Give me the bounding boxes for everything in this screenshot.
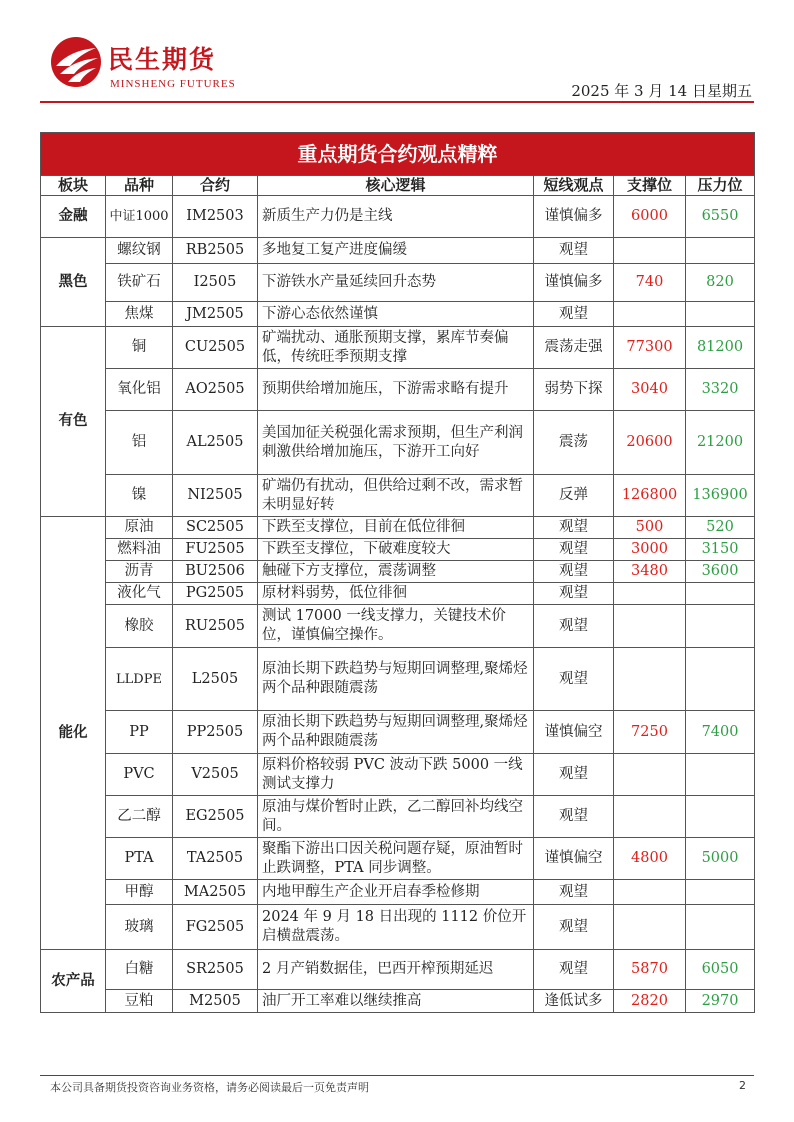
resistance-cell: 3320 [686, 369, 755, 411]
column-header-sector: 板块 [41, 176, 106, 196]
view-cell: 观望 [534, 905, 614, 950]
report-date: 2025 年 3 月 14 日星期五 [571, 82, 752, 100]
table-title-row [41, 133, 755, 176]
table-row [41, 648, 755, 711]
view-cell: 观望 [534, 302, 614, 327]
resistance-cell [686, 880, 755, 905]
variety-cell: 橡胶 [106, 605, 173, 648]
support-cell: 77300 [614, 327, 686, 369]
logic-cell: 原材料弱势，低位徘徊 [258, 583, 534, 605]
contract-cell: RB2505 [173, 238, 258, 264]
logic-cell: 美国加征关税强化需求预期，但生产利润刺激供给增加施压，下游开工向好 [258, 411, 534, 475]
page-header [42, 30, 754, 102]
variety-cell: 焦煤 [106, 302, 173, 327]
variety-cell: 玻璃 [106, 905, 173, 950]
footer-disclaimer: 本公司具备期货投资咨询业务资格，请务必阅读最后一页免责声明 [50, 1081, 369, 1094]
support-cell [614, 796, 686, 838]
contract-cell: RU2505 [173, 605, 258, 648]
viewpoint-table [40, 132, 755, 1013]
sector-cell: 黑色 [41, 238, 106, 327]
support-cell: 740 [614, 264, 686, 302]
resistance-cell: 136900 [686, 475, 755, 517]
table-row [41, 754, 755, 796]
table-row [41, 950, 755, 990]
support-cell: 2820 [614, 990, 686, 1013]
logic-cell: 原油长期下跌趋势与短期回调整理,聚烯烃两个品种跟随震荡 [258, 711, 534, 754]
contract-cell: L2505 [173, 648, 258, 711]
contract-cell: TA2505 [173, 838, 258, 880]
variety-cell: 液化气 [106, 583, 173, 605]
variety-cell: 豆粕 [106, 990, 173, 1013]
logic-cell: 油厂开工率难以继续推高 [258, 990, 534, 1013]
variety-cell: 氧化铝 [106, 369, 173, 411]
table-row [41, 475, 755, 517]
brand-name-cn: 民生期货 [108, 45, 217, 74]
support-cell [614, 583, 686, 605]
contract-cell: AO2505 [173, 369, 258, 411]
table-row [41, 264, 755, 302]
support-cell: 3000 [614, 539, 686, 561]
resistance-cell: 6050 [686, 950, 755, 990]
table-row [41, 711, 755, 754]
view-cell: 观望 [534, 796, 614, 838]
logic-cell: 新质生产力仍是主线 [258, 196, 534, 238]
brand-name-en: MINSHENG FUTURES [110, 78, 236, 90]
logic-cell: 2 月产销数据佳，巴西开榨预期延迟 [258, 950, 534, 990]
support-cell [614, 648, 686, 711]
support-cell [614, 605, 686, 648]
variety-cell: 原油 [106, 517, 173, 539]
logic-cell: 下跌至支撑位，目前在低位徘徊 [258, 517, 534, 539]
support-cell: 20600 [614, 411, 686, 475]
header-divider [40, 101, 754, 103]
resistance-cell: 21200 [686, 411, 755, 475]
contract-cell: M2505 [173, 990, 258, 1013]
contract-cell: SC2505 [173, 517, 258, 539]
contract-cell: JM2505 [173, 302, 258, 327]
sector-cell: 农产品 [41, 950, 106, 1013]
resistance-cell: 7400 [686, 711, 755, 754]
resistance-cell: 820 [686, 264, 755, 302]
variety-cell: 甲醇 [106, 880, 173, 905]
support-cell [614, 880, 686, 905]
contract-cell: IM2503 [173, 196, 258, 238]
support-cell [614, 754, 686, 796]
variety-cell: 铁矿石 [106, 264, 173, 302]
view-cell: 谨慎偏空 [534, 711, 614, 754]
contract-cell: CU2505 [173, 327, 258, 369]
view-cell: 观望 [534, 539, 614, 561]
table-title: 重点期货合约观点精粹 [41, 133, 755, 176]
column-header-support: 支撑位 [614, 176, 686, 196]
view-cell: 弱势下探 [534, 369, 614, 411]
variety-cell: 镍 [106, 475, 173, 517]
sector-cell: 能化 [41, 517, 106, 950]
variety-cell: PP [106, 711, 173, 754]
view-cell: 观望 [534, 517, 614, 539]
column-header-view: 短线观点 [534, 176, 614, 196]
view-cell: 逢低试多 [534, 990, 614, 1013]
table-row [41, 583, 755, 605]
table-row [41, 880, 755, 905]
support-cell [614, 905, 686, 950]
logic-cell: 聚酯下游出口因关税问题存疑，原油暂时止跌调整，PTA 同步调整。 [258, 838, 534, 880]
logic-cell: 触碰下方支撑位，震荡调整 [258, 561, 534, 583]
resistance-cell [686, 605, 755, 648]
sector-cell: 有色 [41, 327, 106, 517]
resistance-cell: 5000 [686, 838, 755, 880]
variety-cell: 中证1000 [106, 196, 173, 238]
contract-cell: AL2505 [173, 411, 258, 475]
contract-cell: PP2505 [173, 711, 258, 754]
support-cell [614, 302, 686, 327]
resistance-cell: 3150 [686, 539, 755, 561]
logic-cell: 矿端仍有扰动，但供给过剩不改，需求暂未明显好转 [258, 475, 534, 517]
contract-cell: BU2506 [173, 561, 258, 583]
logic-cell: 内地甲醇生产企业开启春季检修期 [258, 880, 534, 905]
variety-cell: LLDPE [106, 648, 173, 711]
table-header-row [41, 176, 755, 196]
contract-cell: NI2505 [173, 475, 258, 517]
table-row [41, 369, 755, 411]
view-cell: 谨慎偏空 [534, 838, 614, 880]
resistance-cell: 2970 [686, 990, 755, 1013]
table-row [41, 327, 755, 369]
resistance-cell: 3600 [686, 561, 755, 583]
logic-cell: 多地复工复产进度偏缓 [258, 238, 534, 264]
variety-cell: 乙二醇 [106, 796, 173, 838]
table-row [41, 905, 755, 950]
contract-cell: FG2505 [173, 905, 258, 950]
support-cell: 500 [614, 517, 686, 539]
support-cell: 7250 [614, 711, 686, 754]
contract-cell: MA2505 [173, 880, 258, 905]
variety-cell: 沥青 [106, 561, 173, 583]
contract-cell: EG2505 [173, 796, 258, 838]
view-cell: 反弹 [534, 475, 614, 517]
table-row [41, 796, 755, 838]
resistance-cell [686, 583, 755, 605]
view-cell: 观望 [534, 880, 614, 905]
view-cell: 观望 [534, 605, 614, 648]
logic-cell: 下游心态依然谨慎 [258, 302, 534, 327]
view-cell: 观望 [534, 238, 614, 264]
variety-cell: 燃料油 [106, 539, 173, 561]
logic-cell: 矿端扰动、通胀预期支撑，累库节奏偏低，传统旺季预期支撑 [258, 327, 534, 369]
contract-cell: I2505 [173, 264, 258, 302]
support-cell [614, 238, 686, 264]
table-row [41, 990, 755, 1013]
view-cell: 震荡 [534, 411, 614, 475]
table-row [41, 539, 755, 561]
table-body [41, 196, 755, 1013]
resistance-cell: 81200 [686, 327, 755, 369]
resistance-cell [686, 905, 755, 950]
logic-cell: 下跌至支撑位，下破难度较大 [258, 539, 534, 561]
page-number: 2 [739, 1079, 746, 1092]
resistance-cell [686, 238, 755, 264]
resistance-cell: 520 [686, 517, 755, 539]
column-header-contract: 合约 [173, 176, 258, 196]
view-cell: 观望 [534, 561, 614, 583]
column-header-logic: 核心逻辑 [258, 176, 534, 196]
column-header-variety: 品种 [106, 176, 173, 196]
table-row [41, 411, 755, 475]
resistance-cell [686, 648, 755, 711]
sector-cell: 金融 [41, 196, 106, 238]
variety-cell: PTA [106, 838, 173, 880]
support-cell: 4800 [614, 838, 686, 880]
resistance-cell [686, 754, 755, 796]
footer-divider [40, 1075, 754, 1076]
column-header-resistance: 压力位 [686, 176, 755, 196]
table-row [41, 517, 755, 539]
table-row [41, 561, 755, 583]
logic-cell: 2024 年 9 月 18 日出现的 1112 价位开启横盘震荡。 [258, 905, 534, 950]
contract-cell: SR2505 [173, 950, 258, 990]
variety-cell: PVC [106, 754, 173, 796]
logic-cell: 下游铁水产量延续回升态势 [258, 264, 534, 302]
view-cell: 观望 [534, 950, 614, 990]
resistance-cell [686, 302, 755, 327]
support-cell: 126800 [614, 475, 686, 517]
table-row [41, 196, 755, 238]
table-row [41, 238, 755, 264]
variety-cell: 白糖 [106, 950, 173, 990]
view-cell: 谨慎偏多 [534, 196, 614, 238]
support-cell: 3040 [614, 369, 686, 411]
support-cell: 5870 [614, 950, 686, 990]
table-row [41, 605, 755, 648]
view-cell: 观望 [534, 754, 614, 796]
variety-cell: 螺纹钢 [106, 238, 173, 264]
view-cell: 震荡走强 [534, 327, 614, 369]
table-row [41, 838, 755, 880]
resistance-cell: 6550 [686, 196, 755, 238]
variety-cell: 铜 [106, 327, 173, 369]
contract-cell: V2505 [173, 754, 258, 796]
support-cell: 6000 [614, 196, 686, 238]
resistance-cell [686, 796, 755, 838]
logic-cell: 原料价格较弱 PVC 波动下跌 5000 一线测试支撑力 [258, 754, 534, 796]
logic-cell: 测试 17000 一线支撑力，关键技术价位，谨慎偏空操作。 [258, 605, 534, 648]
view-cell: 观望 [534, 583, 614, 605]
view-cell: 谨慎偏多 [534, 264, 614, 302]
minsheng-logo-icon [50, 36, 102, 88]
table-row [41, 302, 755, 327]
logic-cell: 原油与煤价暂时止跌，乙二醇回补均线空间。 [258, 796, 534, 838]
contract-cell: PG2505 [173, 583, 258, 605]
contract-cell: FU2505 [173, 539, 258, 561]
logic-cell: 原油长期下跌趋势与短期回调整理,聚烯烃两个品种跟随震荡 [258, 648, 534, 711]
variety-cell: 铝 [106, 411, 173, 475]
support-cell: 3480 [614, 561, 686, 583]
view-cell: 观望 [534, 648, 614, 711]
logic-cell: 预期供给增加施压，下游需求略有提升 [258, 369, 534, 411]
